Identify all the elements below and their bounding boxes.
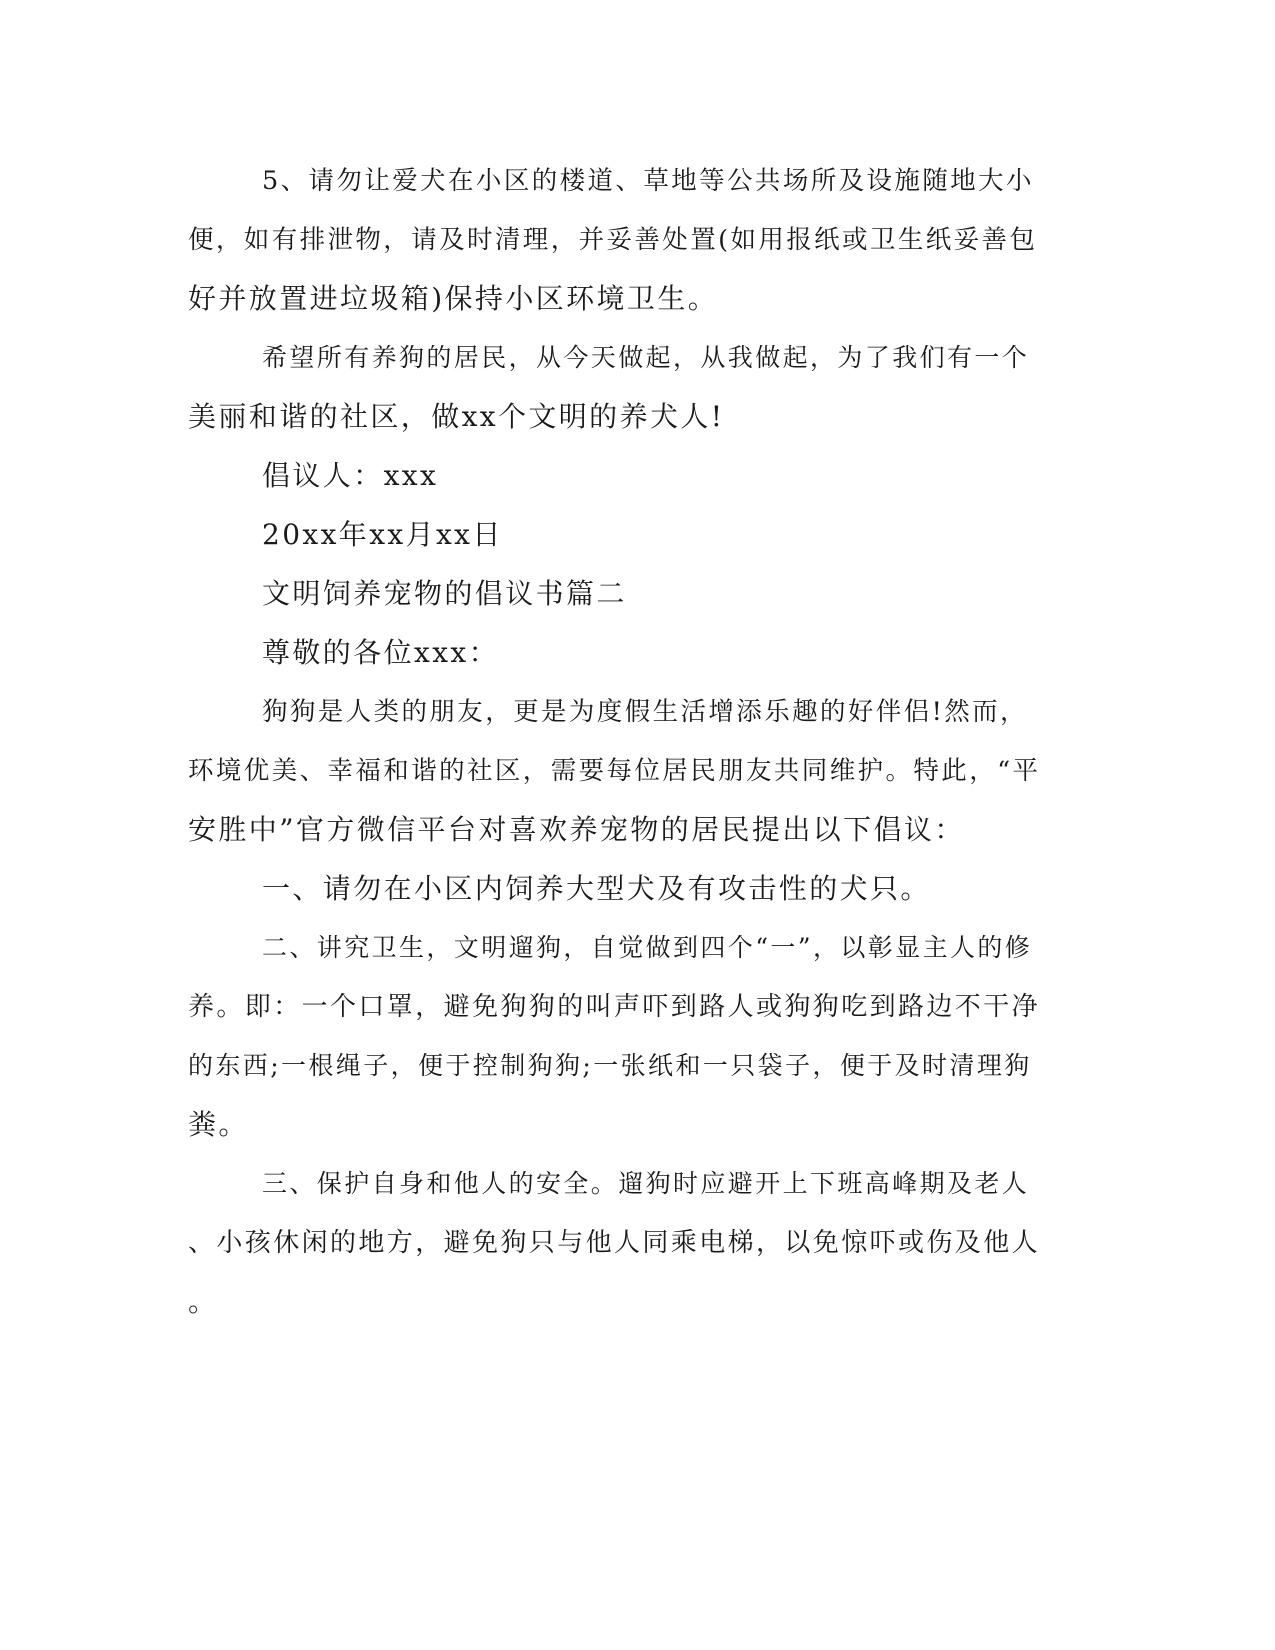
paragraph-intro-line-3: 安胜中”官方微信平台对喜欢养宠物的居民提出以下倡议：: [188, 813, 965, 846]
paragraph-proposal-1: 一、请勿在小区内饲养大型犬及有攻击性的犬只。: [262, 872, 931, 905]
paragraph-proposal-2-line-2: 养。即：一个口罩，避免狗狗的叫声吓到路人或狗狗吃到路边不干净: [188, 992, 1041, 1022]
paragraph-proposal-2-line-1: 二、讲究卫生，文明遛狗，自觉做到四个“一”，以彰显主人的修: [262, 933, 1033, 962]
section-title: 文明饲养宠物的倡议书篇二: [262, 577, 627, 610]
paragraph-item-5-line-1: 5、请勿让爱犬在小区的楼道、草地等公共场所及设施随地大小: [262, 166, 1034, 196]
paragraph-item-5-line-3: 好并放置进垃圾箱)保持小区环境卫生。: [188, 282, 719, 315]
salutation: 尊敬的各位xxx：: [262, 636, 499, 669]
paragraph-proposal-3-line-1: 三、保护自身和他人的安全。遛狗时应避开上下班高峰期及老人: [262, 1169, 1030, 1198]
paragraph-proposal-3-line-2: 、小孩休闲的地方，避免狗只与他人同乘电梯，以免惊吓或伤及他人: [188, 1228, 1041, 1258]
paragraph-hope-line-1: 希望所有养狗的居民，从今天做起，从我做起，为了我们有一个: [262, 343, 1030, 372]
paragraph-intro-line-1: 狗狗是人类的朋友，更是为度假生活增添乐趣的好伴侣!然而，: [262, 697, 1028, 727]
signature-line: 倡议人：xxx: [262, 459, 439, 492]
paragraph-intro-line-2: 环境优美、幸福和谐的社区，需要每位居民朋友共同维护。特此，“平: [188, 756, 1041, 786]
paragraph-proposal-2-line-4: 粪。: [188, 1108, 249, 1141]
paragraph-hope-line-2: 美丽和谐的社区，做xx个文明的养犬人!: [188, 400, 725, 433]
date-line: 20xx年xx月xx日: [262, 518, 503, 551]
paragraph-proposal-3-line-3: 。: [188, 1285, 219, 1318]
paragraph-proposal-2-line-3: 的东西;一根绳子，便于控制狗狗;一张纸和一只袋子，便于及时清理狗: [188, 1051, 1032, 1080]
paragraph-item-5-line-2: 便，如有排泄物，请及时清理，并妥善处置(如用报纸或卫生纸妥善包: [188, 225, 1038, 255]
